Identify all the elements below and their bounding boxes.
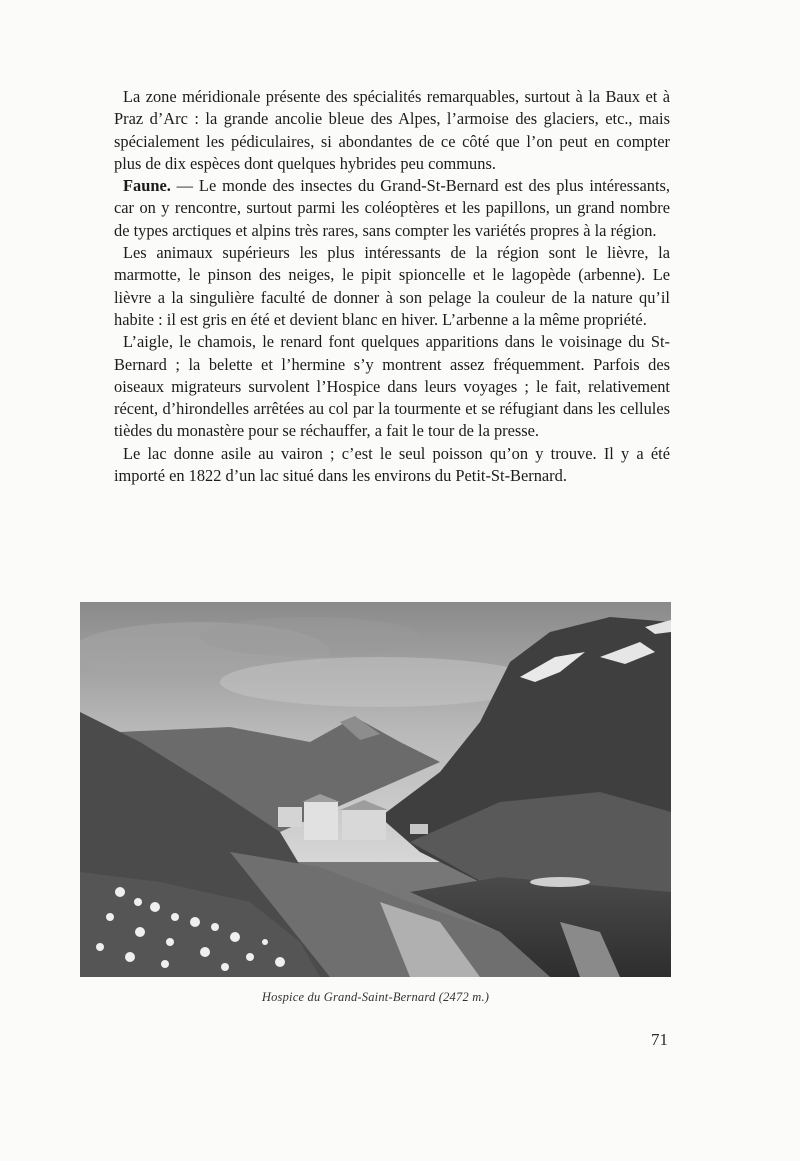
paragraph-flora: La zone méridionale présente des spécialités remarquables, surtout à la Baux et à Praz d’Arc : la grande ancolie bleue des Alpes, l’armoise des glaciers, etc., mais spécialement les pédiculaires, si abondantes de ce côté que l’on peut en compter plus de dix espèces dont quelques hybrides peu communs. [114,87,670,173]
paragraph-animals: Les animaux supérieurs les plus intéressants de la région sont le lièvre, la marmotte, le pinson des neiges, le pipit spioncelle et le lagopède (arbenne). Le lièvre a la singulière faculté de donner à son pelage la couleur de la nature qu’il habite : il est gris en été et devient blanc en hiver. L’arbenne a la même propriété. [114,243,670,329]
body-text [114,86,670,487]
page-number: 71 [651,1030,668,1049]
fauna-heading: Faune. [123,176,171,196]
hospice-photo [80,602,671,977]
paragraph-birds: L’aigle, le chamois, le renard font quelques apparitions dans le voisinage du St-Bernard ; la belette et l’hermine s’y montrent assez fréquemment. Parfois des oiseaux migrateurs survolent l’Hospice dans leurs voyages ; le fait, relativement récent, d’hirondelles arrêtées au col par la tourmente et se réfugiant dans les cellules tièdes du monastère pour se réchauffer, a fait le tour de la presse. [114,332,670,441]
figure-caption: Hospice du Grand-Saint-Bernard (2472 m.) [261,990,490,1004]
paragraph-lake: Le lac donne asile au vairon ; c’est le seul poisson qu’on y trouve. Il y a été importé en 1822 d’un lac situé dans les environs du Petit-St-Bernard. [114,443,670,486]
paragraph-fauna [114,175,670,242]
fauna-text: — Le monde des insectes du Grand-St-Bernard est des plus intéressants, car on y rencontre, surtout parmi les coléoptères et les papillons, un grand nombre de types arctiques et alpins très rares, sans compter les variétés propres à la région. [114,176,670,240]
mountain-landscape-image [80,602,671,977]
